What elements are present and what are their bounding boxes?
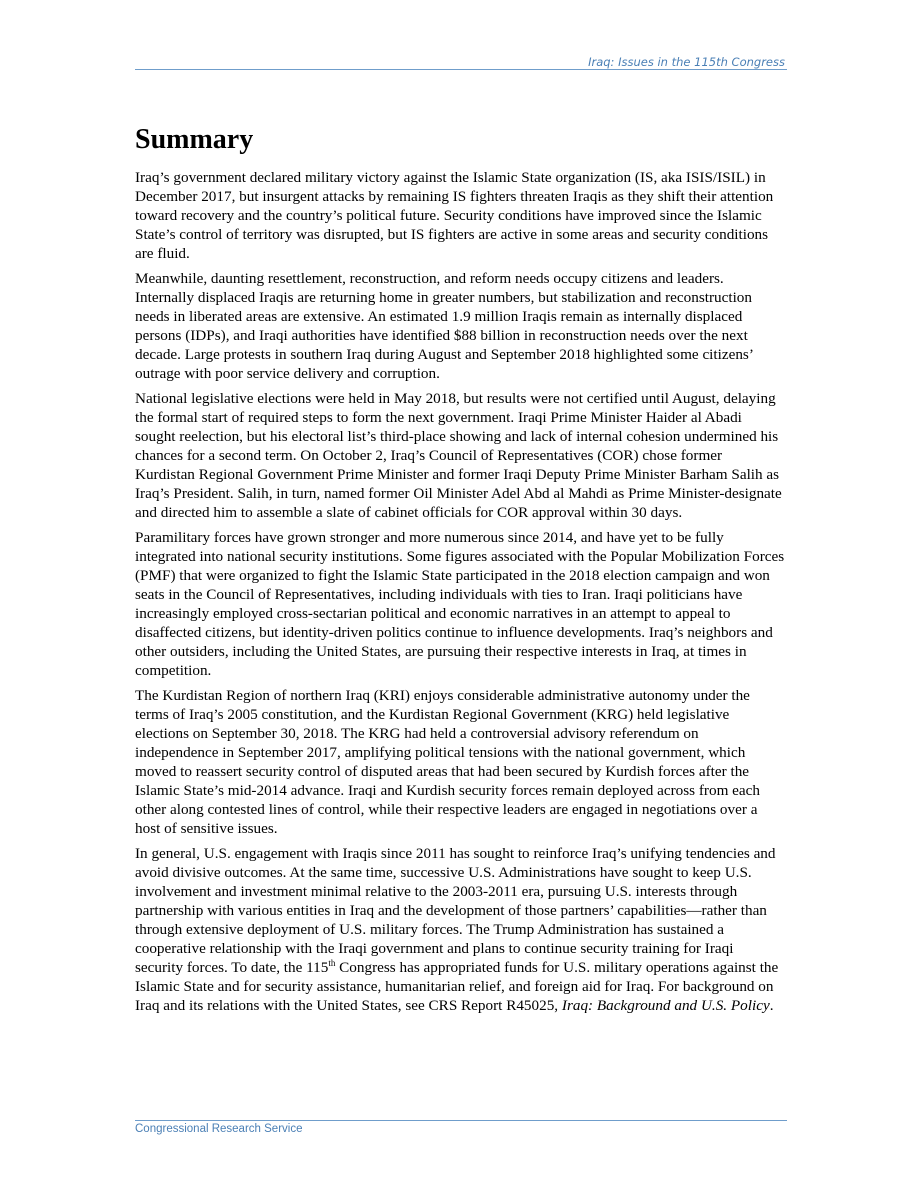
paragraph-3: National legislative elections were held in May 2018, but results were not certified until August, delaying the formal start of required steps to form the next government. Iraqi Prime Minister Haider al Abadi sought reelection, but his electoral list’s third-place showing and lack of internal cohesion undermined his chances for a second term. On October 2, Iraq’s Council of Representatives (COR) chose former Kurdistan Regional Government Prime Minister and former Iraqi Deputy Prime Minister Barham Salih as Iraq’s President. Salih, in turn, named former Oil Minister Adel Abd al Mahdi as Prime Minister-designate and directed him to assemble a slate of cabinet officials for COR approval within 30 days.	[135, 390, 782, 521]
paragraph-4: Paramilitary forces have grown stronger and more numerous since 2014, and have yet to be fully integrated into national security institutions. Some figures associated with the Popular Mobilization Forces (PMF) that were organized to fight the Islamic State participated in the 2018 election campaign and won seats in the Council of Representatives, including individuals with ties to Iran. Iraqi politicians have increasingly employed cross-sectarian political and economic narratives in an attempt to appeal to disaffected citizens, but identity-driven politics continue to influence developments. Iraq’s neighbors and other outsiders, including the United States, are pursuing their respective interests in Iraq, at times in competition.	[135, 529, 785, 679]
paragraph-2: Meanwhile, daunting resettlement, reconstruction, and reform needs occupy citizens and leaders. Internally displaced Iraqis are returning home in greater numbers, but stabilization and reconstruction needs in liberated areas are extensive. An estimated 1.9 million Iraqis remain as internally displaced persons (IDPs), and Iraqi authorities have identified $88 billion in reconstruction needs over the next decade. Large protests in southern Iraq during August and September 2018 highlighted some citizens’ outrage with poor service delivery and corruption.	[135, 270, 753, 382]
footer-rule	[135, 1120, 787, 1121]
paragraph-5: The Kurdistan Region of northern Iraq (KRI) enjoys considerable administrative autonomy under the terms of Iraq’s 2005 constitution, and the Kurdistan Regional Government (KRG) held legislative elections on September 30, 2018. The KRG had held a controversial advisory referendum on independence in September 2017, amplifying political tensions with the national government, which moved to reassert security control of disputed areas that had been secured by Kurdish forces after the Islamic State’s mid-2014 advance. Iraqi and Kurdish security forces remain deployed across from each other along contested lines of control, while their respective leaders are engaged in negotiations over a host of sensitive issues.	[135, 687, 761, 837]
summary-body	[135, 168, 785, 1021]
header-rule	[135, 69, 787, 70]
summary-heading: Summary	[135, 124, 254, 155]
paragraph-1: Iraq’s government declared military victory against the Islamic State organization (IS, aka ISIS/ISIL) in December 2017, but insurgent attacks by remaining IS fighters threaten Iraqis as they shift their attention toward recovery and the country’s political future. Security conditions have improved since the Islamic State’s control of territory was disrupted, but IS fighters are active in some areas and security conditions are fluid.	[135, 169, 774, 262]
ordinal-superscript: th	[328, 957, 336, 968]
paragraph-6-end: .	[769, 997, 774, 1014]
running-header: Iraq: Issues in the 115th Congress	[588, 55, 785, 69]
paragraph-6-part1: In general, U.S. engagement with Iraqis since 2011 has sought to reinforce Iraq’s unifying tendencies and avoid divisive outcomes. At the same time, successive U.S. Administrations have sought to keep U.S. involvement and investment minimal relative to the 2003-2011 era, pursuing U.S. interests through partnership with various entities in Iraq and the development of those partners’ capabilities—rather than through extensive deployment of U.S. military forces. The Trump Administration has sustained a cooperative relationship with the Iraqi government and plans to continue security training for Iraqi security forces. To date, the 115	[135, 845, 776, 976]
paragraph-6-part2: Congress has appropriated funds for U.S. military operations against the Islamic State and for security assistance, humanitarian relief, and foreign aid for Iraq. For background on Iraq and its relations with the United States, see CRS Report R45025,	[135, 959, 779, 1014]
paragraph-6	[135, 844, 785, 1015]
report-title: Iraq: Background and U.S. Policy	[561, 997, 770, 1014]
footer-publisher: Congressional Research Service	[135, 1123, 303, 1135]
